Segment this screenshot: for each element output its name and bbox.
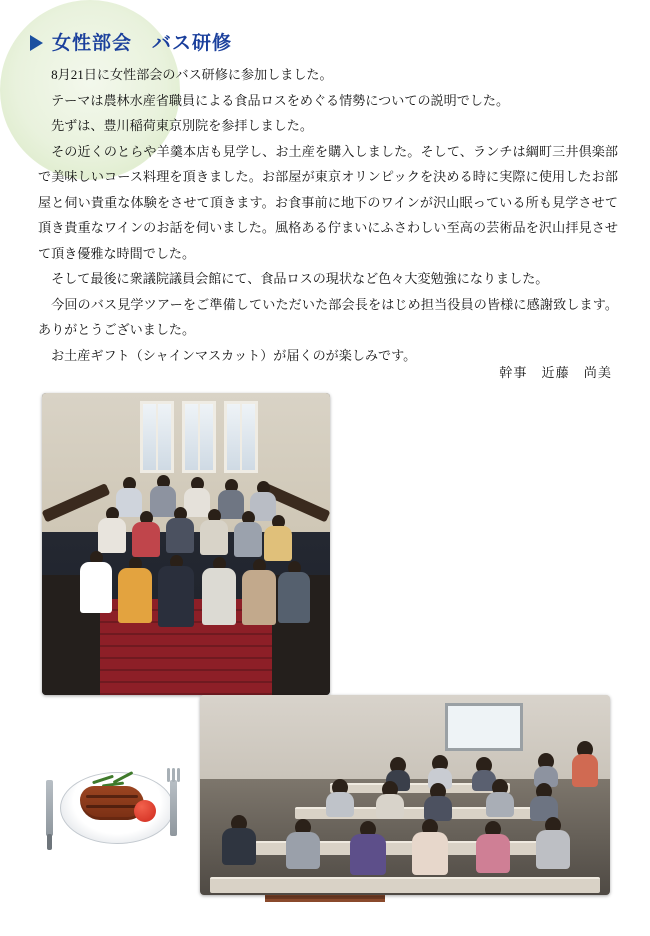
author-signature: 幹事 近藤 尚美 — [499, 365, 612, 380]
paragraph: お土産ギフト（シャインマスカット）が届くのが楽しみです。 — [51, 347, 417, 363]
photo-person — [326, 779, 354, 817]
window-icon — [224, 401, 258, 473]
window-icon — [182, 401, 216, 473]
photo-person — [242, 559, 276, 625]
paragraph: その近くのとらや羊羹本店も見学し、お土産を購入しました。そして、ランチは綱町三井倶楽部で美味しいコース料理を頂きました。お部屋が東京オリンピックを決める時に実際に使用したお部屋と伺い貴重な体験をさせて頂きます。お食事前に地下のワインが沢山眠っている所も見学させて頂き貴重なワインのお話を伺いました。風格ある佇まいにふさわしい至高の芸術品を沢山拝見させて頂き優雅な時間でした。 — [38, 143, 618, 261]
photo-person — [278, 561, 310, 623]
triangle-right-icon — [30, 35, 43, 51]
photo-person — [264, 515, 292, 561]
fork-icon — [170, 780, 177, 836]
page-title-text: 女性部会 バス研修 — [52, 33, 233, 54]
photo-person — [534, 753, 558, 787]
photo-people-group — [58, 477, 314, 647]
photo-person — [424, 783, 452, 821]
photo-person-standing — [572, 741, 598, 787]
page-title — [30, 28, 232, 55]
tomato-icon — [134, 800, 156, 822]
photo-person — [376, 781, 404, 819]
photo-person — [158, 555, 194, 627]
lecture-desk — [210, 877, 600, 893]
knife-icon — [46, 780, 53, 836]
paragraph: 先ずは、豊川稲荷東京別院を参拝しました。 — [51, 118, 313, 133]
photo-person — [200, 509, 228, 555]
lecture-hall-photo — [200, 695, 610, 895]
paragraph: テーマは農林水産省職員による食品ロスをめぐる情勢についての説明でした。 — [51, 92, 510, 108]
photo-person — [530, 783, 558, 821]
paragraph: 8月21日に女性部会のバス研修に参加しました。 — [51, 67, 333, 82]
photo-person — [166, 507, 194, 553]
photo-person — [476, 821, 510, 873]
photo-person — [80, 551, 112, 613]
photo-person — [118, 557, 152, 623]
photo-person — [412, 819, 448, 875]
photo-person — [486, 779, 514, 817]
steak-plate-clipart — [34, 756, 194, 852]
photo-person — [350, 821, 386, 875]
photo-person — [286, 819, 320, 869]
window-icon — [140, 401, 174, 473]
photo-person — [202, 557, 236, 625]
photo-person — [222, 815, 256, 865]
photo-person — [132, 511, 160, 557]
photo-person — [234, 511, 262, 557]
group-photo-staircase — [42, 393, 330, 695]
paragraph: そして最後に衆議院議員会館にて、食品ロスの現状など色々大変勉強になりました。 — [51, 271, 549, 286]
photo-person — [98, 507, 126, 553]
article-body — [38, 62, 618, 368]
projector-screen — [445, 703, 523, 751]
photo-person — [536, 817, 570, 869]
paragraph: 今回のバス見学ツアーをご準備していただいた部会長をはじめ担当役員の皆様に感謝致します。ありがとうございました。 — [38, 296, 618, 337]
